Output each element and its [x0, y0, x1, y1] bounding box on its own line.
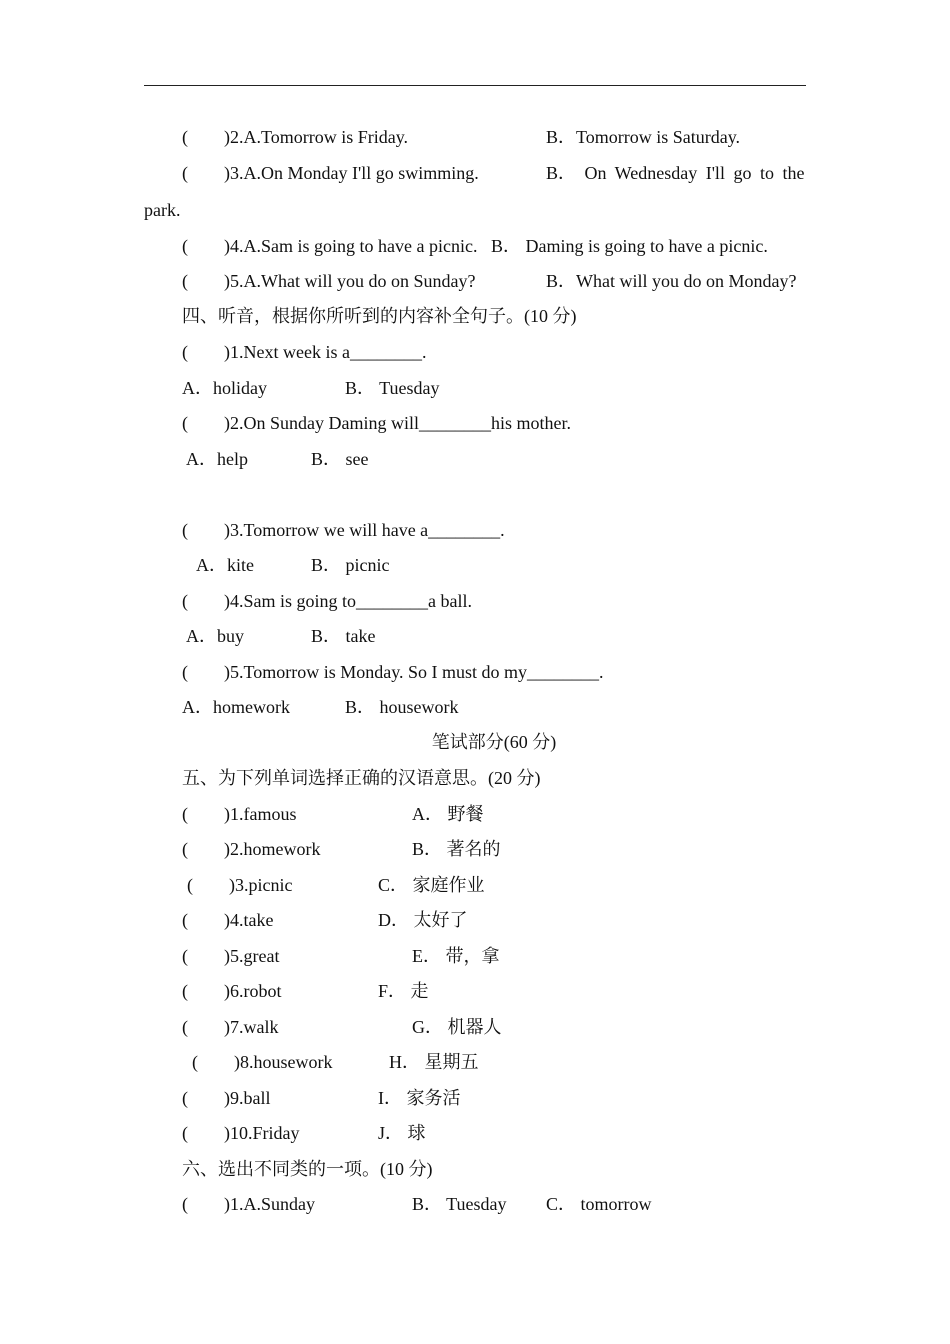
s4-q4-option-b: B． take [311, 626, 376, 646]
s5-meaning-3: C． 家庭作业 [378, 875, 485, 895]
s5-meaning-9: I． 家务活 [378, 1088, 461, 1108]
s5-word-2: ( )2.homework [182, 839, 321, 859]
s5-meaning-8: H． 星期五 [389, 1052, 479, 1072]
s5-meaning-6: F． 走 [378, 981, 429, 1001]
s5-meaning-10: J． 球 [378, 1123, 426, 1143]
s4-q5-option-b: B． housework [345, 697, 459, 717]
s5-word-8: ( )8.housework [192, 1052, 333, 1072]
section6-heading: 六、选出不同类的一项。(10 分) [182, 1159, 433, 1179]
s3-q5-option-a: ( )5.A.What will you do on Sunday? [182, 271, 476, 291]
s3-q3-option-b: B． On Wednesday I'll go to the [546, 163, 805, 183]
s4-q5-option-a: A．homework [182, 697, 290, 717]
s3-q4-line: ( )4.A.Sam is going to have a picnic. B． Daming is going to have a picnic. [182, 236, 768, 256]
s4-q1-option-a: A．holiday [182, 378, 267, 398]
s5-meaning-5: E． 带，拿 [412, 946, 500, 966]
s5-word-7: ( )7.walk [182, 1017, 279, 1037]
s5-word-3: ( )3.picnic [187, 875, 293, 895]
s5-meaning-2: B． 著名的 [412, 839, 501, 859]
s5-meaning-7: G． 机器人 [412, 1017, 502, 1037]
s4-q4-stem: ( )4.Sam is going to________a ball. [182, 591, 472, 611]
s4-q1-stem: ( )1.Next week is a________. [182, 342, 427, 362]
s3-q3-continuation: park. [144, 200, 181, 220]
s3-q2-option-b: B．Tomorrow is Saturday. [546, 127, 741, 147]
s3-q2-option-a: ( )2.A.Tomorrow is Friday. [182, 127, 409, 147]
s5-meaning-4: D． 太好了 [378, 910, 468, 930]
s5-word-1: ( )1.famous [182, 804, 297, 824]
s5-word-5: ( )5.great [182, 946, 280, 966]
s4-q3-option-a: A．kite [196, 555, 254, 575]
s3-q3-option-a: ( )3.A.On Monday I'll go swimming. [182, 163, 479, 183]
s4-q2-stem: ( )2.On Sunday Daming will________his mother. [182, 413, 571, 433]
s5-word-10: ( )10.Friday [182, 1123, 300, 1143]
s4-q5-stem: ( )5.Tomorrow is Monday. So I must do my________. [182, 662, 604, 682]
s4-q1-option-b: B． Tuesday [345, 378, 440, 398]
s4-q2-option-a: A．help [186, 449, 248, 469]
s4-q3-stem: ( )3.Tomorrow we will have a________. [182, 520, 505, 540]
s3-q5-option-b: B．What will you do on Monday? [546, 271, 797, 291]
s6-q1-option-c: C． tomorrow [546, 1194, 652, 1214]
s5-word-6: ( )6.robot [182, 981, 282, 1001]
s4-q4-option-a: A．buy [186, 626, 244, 646]
s5-meaning-1: A． 野餐 [412, 804, 484, 824]
s4-q2-option-b: B． see [311, 449, 369, 469]
s6-q1-option-b: B． Tuesday [412, 1194, 507, 1214]
section5-heading: 五、为下列单词选择正确的汉语意思。(20 分) [182, 768, 541, 788]
s4-q3-option-b: B． picnic [311, 555, 390, 575]
s6-q1-option-a: ( )1.A.Sunday [182, 1194, 315, 1214]
s5-word-4: ( )4.take [182, 910, 274, 930]
written-part-title: 笔试部分(60 分) [431, 732, 557, 752]
section4-heading: 四、听音，根据你所听到的内容补全句子。(10 分) [182, 306, 577, 326]
s5-word-9: ( )9.ball [182, 1088, 271, 1108]
header-rule [144, 85, 806, 86]
